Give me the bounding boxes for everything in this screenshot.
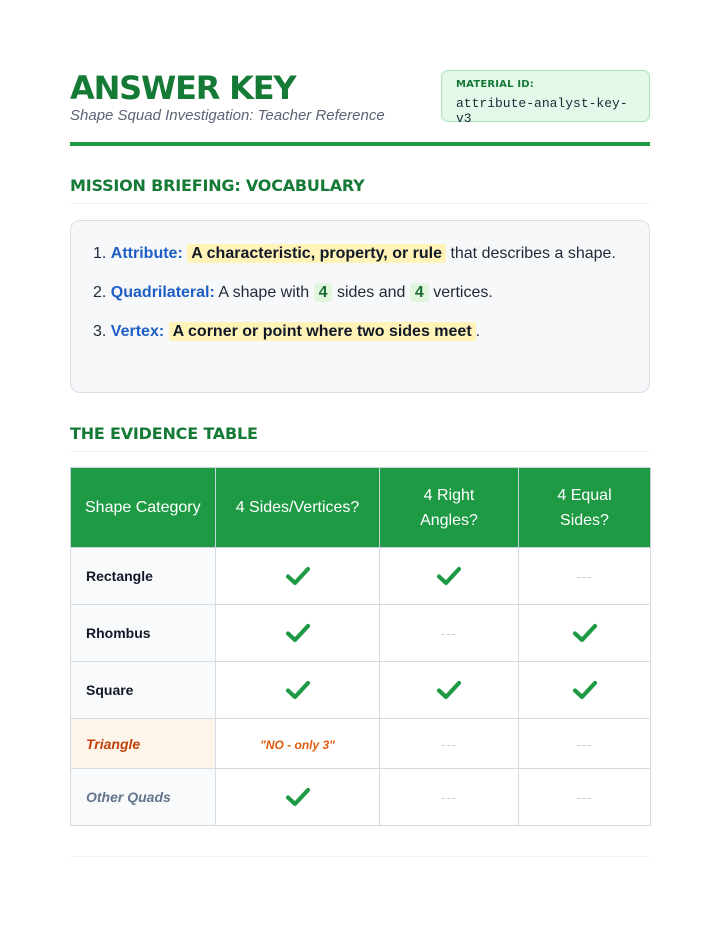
table-row	[71, 719, 651, 769]
check-cell	[216, 769, 380, 826]
vocab-item-attribute	[93, 241, 627, 266]
material-id-box	[441, 70, 650, 126]
vocab-definition: that describes a shape.	[450, 245, 616, 262]
check-cell	[216, 605, 380, 662]
vocab-item-vertex	[93, 319, 627, 344]
vocab-number: 1.	[93, 245, 107, 262]
evidence-table	[70, 467, 651, 826]
checkmark-icon	[285, 788, 311, 804]
empty-cell	[380, 769, 519, 826]
page-title: ANSWER KEY	[70, 69, 296, 107]
checkmark-icon	[572, 681, 598, 697]
dash-placeholder: ---	[441, 736, 457, 752]
answer-key-page	[70, 0, 650, 805]
header-sides-vertices: 4 Sides/Vertices?	[216, 468, 380, 548]
check-cell	[216, 548, 380, 605]
shape-name-cell: Square	[71, 662, 216, 719]
table-row	[71, 605, 651, 662]
dash-placeholder: ---	[576, 736, 593, 752]
shape-name-cell: Rectangle	[71, 548, 216, 605]
header	[70, 0, 650, 146]
vocab-term: Vertex:	[110, 323, 165, 340]
check-cell	[380, 662, 519, 719]
empty-cell	[380, 719, 519, 769]
vocab-definition: vertices.	[433, 284, 493, 301]
empty-cell	[519, 769, 651, 826]
material-id-label: MATERIAL ID:	[456, 79, 535, 90]
table-row	[71, 769, 651, 826]
empty-cell	[519, 719, 651, 769]
table-row	[71, 662, 651, 719]
shape-name-cell: Triangle	[71, 719, 216, 769]
table-row	[71, 548, 651, 605]
check-cell	[519, 605, 651, 662]
page-subtitle: Shape Squad Investigation: Teacher Reference	[70, 107, 385, 124]
material-id-value: attribute-analyst-key-v3	[456, 96, 628, 126]
header-right-angles: 4 Right Angles?	[380, 468, 519, 548]
dash-placeholder: ---	[441, 790, 457, 805]
checkmark-icon	[285, 681, 311, 697]
vocab-number-highlight: 4	[314, 283, 333, 302]
empty-cell	[380, 605, 519, 662]
checkmark-icon	[572, 624, 598, 640]
check-cell	[216, 662, 380, 719]
header-equal-sides: 4 Equal Sides?	[519, 468, 651, 548]
evidence-section-title: THE EVIDENCE TABLE	[70, 424, 650, 452]
vocabulary-box	[70, 220, 650, 393]
checkmark-icon	[436, 567, 462, 583]
evidence-table-wrap	[70, 467, 650, 826]
footer-divider	[70, 856, 650, 857]
vocab-definition: sides and	[336, 284, 406, 301]
vocab-highlight: A corner or point where two sides meet	[169, 322, 476, 341]
empty-cell	[519, 548, 651, 605]
checkmark-icon	[285, 624, 311, 640]
shape-name-cell: Rhombus	[71, 605, 216, 662]
check-cell	[519, 662, 651, 719]
checkmark-icon	[285, 567, 311, 583]
vocab-number-highlight: 4	[410, 283, 429, 302]
vocab-term: Attribute:	[110, 245, 183, 262]
table-header-row	[71, 468, 651, 548]
vocabulary-section-title: MISSION BRIEFING: VOCABULARY	[70, 176, 650, 204]
vocab-definition: A shape with	[218, 284, 310, 301]
shape-name-cell: Other Quads	[71, 769, 216, 826]
vocab-definition: .	[475, 323, 481, 340]
vocab-item-quadrilateral	[93, 280, 627, 305]
vocab-number: 3.	[93, 323, 107, 340]
checkmark-icon	[436, 681, 462, 697]
dash-placeholder: ---	[576, 569, 593, 584]
vocab-highlight: A characteristic, property, or rule	[187, 244, 446, 263]
vocab-number: 2.	[93, 284, 107, 301]
evidence-table-body	[71, 548, 651, 826]
header-shape-category: Shape Category	[71, 468, 216, 548]
vocab-term: Quadrilateral:	[110, 284, 215, 301]
dash-placeholder: ---	[441, 626, 457, 641]
check-cell	[380, 548, 519, 605]
no-note: "NO - only 3"	[260, 737, 335, 752]
note-cell	[216, 719, 380, 769]
dash-placeholder: ---	[576, 790, 593, 805]
